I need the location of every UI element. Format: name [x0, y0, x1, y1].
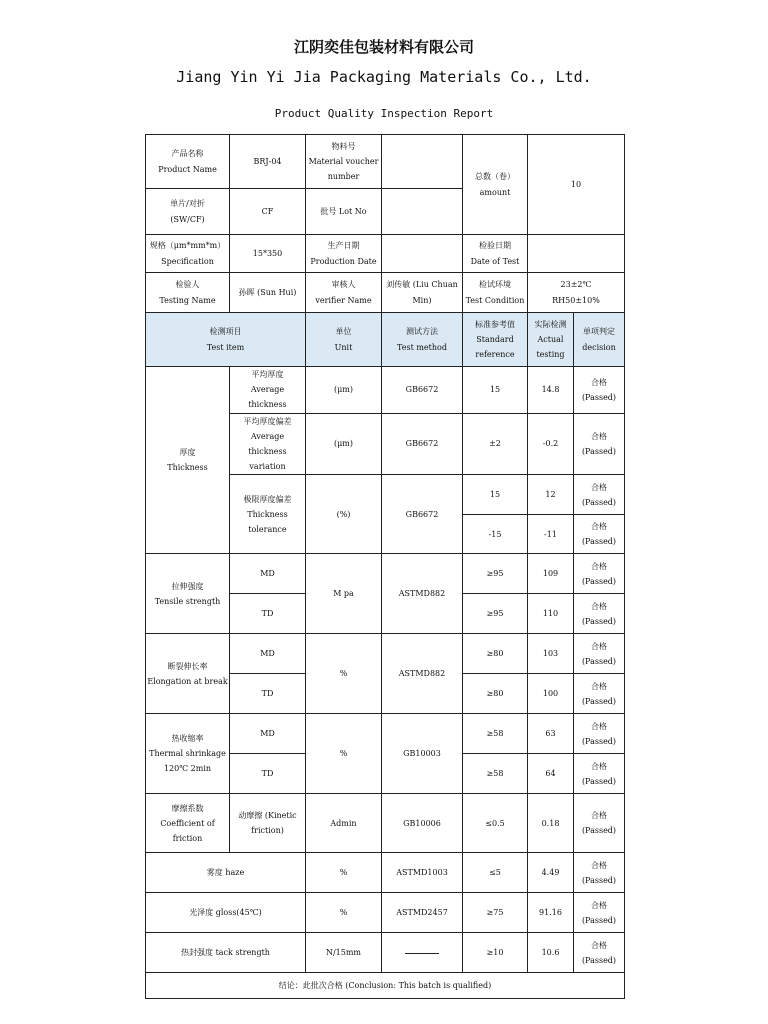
actual-cell: 10.6: [528, 933, 574, 973]
standard-cell: ≥95: [463, 594, 528, 634]
decision-cell: 合格 (Passed): [574, 794, 625, 853]
unit-cell: (μm): [306, 413, 382, 475]
standard-cell: 15: [463, 367, 528, 414]
standard-cell: ≥95: [463, 554, 528, 594]
actual-cell: 14.8: [528, 367, 574, 414]
header-test-method: 测试方法 Test method: [382, 313, 463, 367]
decision-cell: 合格 (Passed): [574, 893, 625, 933]
decision-cell: 合格 (Passed): [574, 933, 625, 973]
actual-cell: 4.49: [528, 853, 574, 893]
thickness-label: 厚度 Thickness: [146, 367, 230, 554]
friction-label: 摩擦系数 Coefficient of friction: [146, 794, 230, 853]
unit-cell: %: [306, 634, 382, 714]
elongation-label: 断裂伸长率 Elongation at break: [146, 634, 230, 714]
condition-label: 检试环境 Test Condition: [463, 273, 528, 313]
product-name-label: 产品名称 Product Name: [146, 135, 230, 189]
info-row-spec: [146, 235, 625, 273]
method-cell: ASTMD2457: [382, 893, 463, 933]
conclusion-row: [146, 973, 625, 999]
actual-cell: 12: [528, 475, 574, 515]
method-cell: ASTMD882: [382, 554, 463, 634]
gloss-label: 光泽度 gloss(45℃): [146, 893, 306, 933]
decision-cell: 合格 (Passed): [574, 674, 625, 714]
unit-cell: (μm): [306, 367, 382, 414]
table-row: [146, 554, 625, 594]
verifier-value: 刘传敏 (Liu Chuan Min): [382, 273, 463, 313]
decision-cell: 合格 (Passed): [574, 475, 625, 515]
spec-label: 规格（μm*mm*m） Specification: [146, 235, 230, 273]
method-cell: GB10006: [382, 794, 463, 853]
spec-value: 15*350: [230, 235, 306, 273]
tack-strength-label: 热封强度 tack strength: [146, 933, 306, 973]
header-test-item: 检测项目 Test item: [146, 313, 306, 367]
table-row: [146, 367, 625, 414]
lot-no-label: 批号 Lot No: [306, 189, 382, 235]
table-row: [146, 893, 625, 933]
amount-value: 10: [528, 135, 625, 235]
actual-cell: 63: [528, 714, 574, 754]
method-cell: GB6672: [382, 475, 463, 554]
direction-td: TD: [230, 754, 306, 794]
standard-cell: ≥58: [463, 714, 528, 754]
shrinkage-label: 热收缩率 Thermal shrinkage 120℃ 2min: [146, 714, 230, 794]
direction-td: TD: [230, 594, 306, 634]
table-row: [146, 714, 625, 754]
decision-cell: 合格 (Passed): [574, 634, 625, 674]
decision-cell: 合格 (Passed): [574, 853, 625, 893]
company-name-en: Jiang Yin Yi Jia Packaging Materials Co., Ltd.: [176, 68, 592, 86]
actual-cell: -0.2: [528, 413, 574, 475]
header-standard: 标准参考值 Standard reference: [463, 313, 528, 367]
tester-label: 检验人 Testing Name: [146, 273, 230, 313]
decision-cell: 合格 (Passed): [574, 714, 625, 754]
header-unit: 单位 Unit: [306, 313, 382, 367]
actual-cell: -11: [528, 515, 574, 554]
unit-cell: %: [306, 853, 382, 893]
haze-label: 雾度 haze: [146, 853, 306, 893]
header-actual: 实际检测 Actual testing: [528, 313, 574, 367]
tensile-label: 拉伸强度 Tensile strength: [146, 554, 230, 634]
verifier-label: 审核人 verifier Name: [306, 273, 382, 313]
inspection-table: [145, 134, 625, 999]
thickness-tolerance-label: 极限厚度偏差 Thickness tolerance: [230, 475, 306, 554]
direction-md: MD: [230, 554, 306, 594]
actual-cell: 109: [528, 554, 574, 594]
unit-cell: %: [306, 714, 382, 794]
actual-cell: 0.18: [528, 794, 574, 853]
method-cell: GB10003: [382, 714, 463, 794]
unit-cell: M pa: [306, 554, 382, 634]
report-title: Product Quality Inspection Report: [274, 107, 494, 120]
decision-cell: 合格 (Passed): [574, 413, 625, 475]
standard-cell: ≥80: [463, 634, 528, 674]
standard-cell: 15: [463, 475, 528, 515]
table-row: [146, 634, 625, 674]
avg-thickness-variation-label: 平均厚度偏差 Average thickness variation: [230, 413, 306, 475]
method-cell: GB6672: [382, 413, 463, 475]
test-header-row: [146, 313, 625, 367]
sw-cf-label: 单片/对折 (SW/CF): [146, 189, 230, 235]
prod-date-label: 生产日期 Production Date: [306, 235, 382, 273]
actual-cell: 103: [528, 634, 574, 674]
method-cell: ASTMD1003: [382, 853, 463, 893]
decision-cell: 合格 (Passed): [574, 367, 625, 414]
unit-cell: Admin: [306, 794, 382, 853]
test-date-label: 检验日期 Date of Test: [463, 235, 528, 273]
standard-cell: ≤5: [463, 853, 528, 893]
standard-cell: ≤0.5: [463, 794, 528, 853]
decision-cell: 合格 (Passed): [574, 754, 625, 794]
lot-no-value: [382, 189, 463, 235]
actual-cell: 110: [528, 594, 574, 634]
conclusion: 结论：此批次合格 (Conclusion: This batch is qualified): [146, 973, 625, 999]
method-cell: ASTMD882: [382, 634, 463, 714]
actual-cell: 100: [528, 674, 574, 714]
sw-cf-value: CF: [230, 189, 306, 235]
standard-cell: ≥58: [463, 754, 528, 794]
direction-md: MD: [230, 714, 306, 754]
method-cell: GB6672: [382, 367, 463, 414]
standard-cell: ±2: [463, 413, 528, 475]
method-cell: [382, 933, 463, 973]
direction-md: MD: [230, 634, 306, 674]
decision-cell: 合格 (Passed): [574, 515, 625, 554]
prod-date-value: [382, 235, 463, 273]
dash-line: [405, 953, 439, 954]
company-name-cn: 江阴奕佳包装材料有限公司: [293, 38, 474, 56]
tester-value: 孙晖 (Sun Hui): [230, 273, 306, 313]
direction-td: TD: [230, 674, 306, 714]
table-row: [146, 853, 625, 893]
material-no-value: [382, 135, 463, 189]
unit-cell: (%): [306, 475, 382, 554]
decision-cell: 合格 (Passed): [574, 554, 625, 594]
decision-cell: 合格 (Passed): [574, 594, 625, 634]
condition-value: 23±2℃ RH50±10%: [528, 273, 625, 313]
unit-cell: N/15mm: [306, 933, 382, 973]
info-row-product: [146, 135, 625, 189]
table-row: [146, 794, 625, 853]
material-no-label: 物料号 Material voucher number: [306, 135, 382, 189]
actual-cell: 64: [528, 754, 574, 794]
standard-cell: ≥75: [463, 893, 528, 933]
product-name-value: BRJ-04: [230, 135, 306, 189]
actual-cell: 91.16: [528, 893, 574, 933]
info-row-tester: [146, 273, 625, 313]
amount-label: 总数（卷） amount: [463, 135, 528, 235]
header-decision: 单项判定 decision: [574, 313, 625, 367]
standard-cell: ≥10: [463, 933, 528, 973]
unit-cell: %: [306, 893, 382, 933]
avg-thickness-label: 平均厚度 Average thickness: [230, 367, 306, 414]
test-date-value: [528, 235, 625, 273]
standard-cell: -15: [463, 515, 528, 554]
standard-cell: ≥80: [463, 674, 528, 714]
table-row: [146, 933, 625, 973]
kinetic-friction-label: 动摩擦 (Kinetic friction): [230, 794, 306, 853]
